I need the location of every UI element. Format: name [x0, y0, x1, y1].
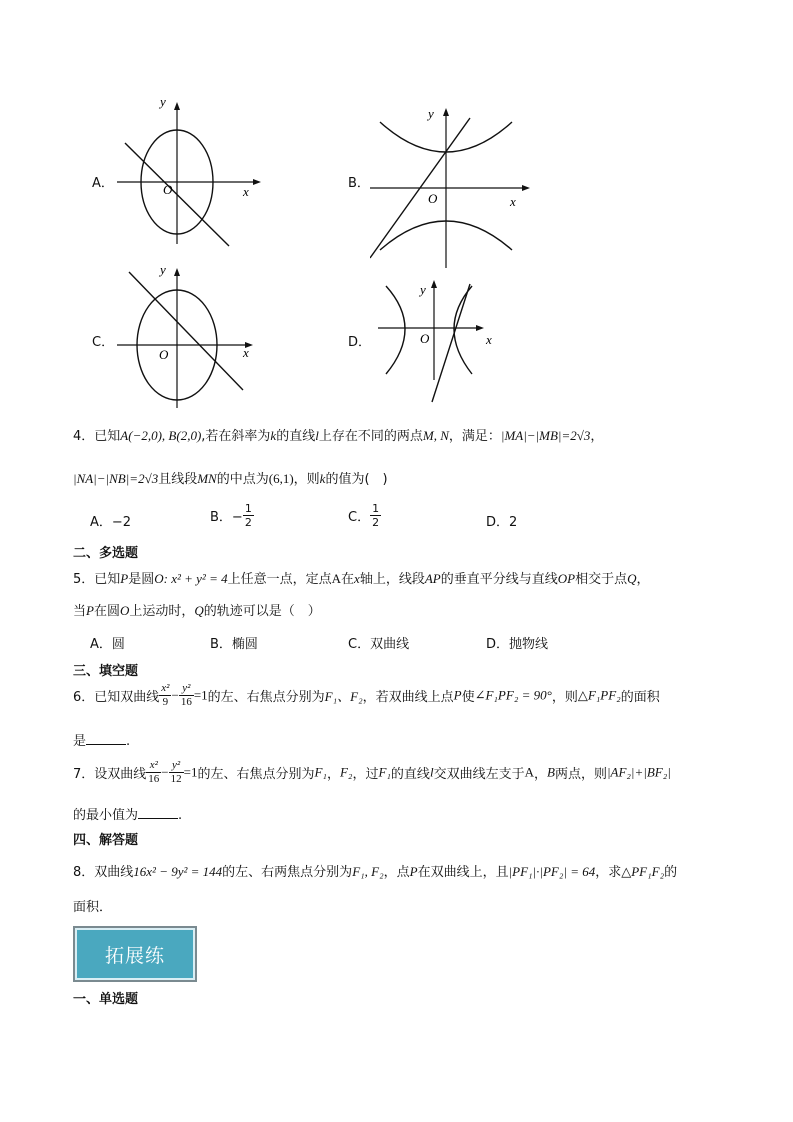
section-single-choice: 一、单选题	[73, 992, 139, 1007]
question-4-line-1: 4．已知A(−2,0), B(2,0),若在斜率为k的直线l上存在不同的两点M, N，满足：|MA|−|MB|=2√3，	[73, 428, 604, 444]
answer-blank-6[interactable]	[86, 732, 126, 745]
svg-text:y: y	[160, 262, 166, 277]
question-8-line-2: 面积．	[73, 900, 113, 915]
section-solution: 四、解答题	[73, 833, 139, 848]
graph-a-ellipse-line	[115, 98, 265, 248]
svg-text:y: y	[420, 282, 426, 297]
svg-text:x: x	[510, 194, 516, 209]
section-multiple-choice: 二、多选题	[73, 546, 139, 561]
answer-blank-7[interactable]	[138, 806, 178, 819]
extension-practice-badge: 拓展练	[73, 926, 197, 982]
q4-option-a[interactable]: A．−2	[90, 515, 132, 530]
question-4-line-2: |NA|−|NB|=2√3且线段MN的中点为(6,1)，则k的值为( )	[73, 471, 388, 487]
svg-text:O: O	[159, 347, 169, 362]
graph-d-hyperbola-line	[374, 276, 504, 406]
option-d-label: D．	[348, 335, 372, 350]
q5-option-a[interactable]: A．圆	[90, 637, 125, 652]
graph-c-ellipse-line	[115, 262, 265, 412]
svg-text:x: x	[243, 345, 249, 360]
origin-label: O	[163, 182, 173, 197]
svg-text:x: x	[486, 332, 492, 347]
svg-text:O: O	[428, 191, 438, 206]
q5-option-c[interactable]: C．双曲线	[348, 637, 410, 652]
q4-option-c[interactable]: C． $\frac{1}{2}$	[348, 502, 380, 529]
graph-b-hyperbola-line	[370, 100, 535, 270]
option-b-label: B．	[348, 176, 370, 191]
q4-option-d[interactable]: D．2	[486, 515, 518, 530]
axis-x-label: x	[243, 184, 249, 199]
svg-text:O: O	[420, 331, 430, 346]
question-6-line-2: 是 .	[73, 734, 131, 749]
question-7-line-1: 7．设双曲线 $\frac{\text{x²}}{16}$ − $\frac{\text{y²}}{12}$ =1的左、右焦点分别为F₁，F₂，过F₁的直线l交双曲线左支于A，B两点，则|AF₂|+|BF₂|	[73, 759, 671, 785]
question-6-line-1: 6．已知双曲线 $\frac{\text{x²}}{9}$ − $\frac{\text{y²}}{16}$ =1的左、右焦点分别为F₁、F₂，若双曲线上点P使∠F₁PF₂ = 90°，则△F₁PF₂的面积	[73, 682, 660, 708]
option-a-label: A．	[92, 176, 114, 191]
question-8-line-1: 8．双曲线16x² − 9y² = 144的左、右两焦点分别为F₁, F₂，点P在双曲线上，且|PF₁|·|PF₂| = 64，求△PF₁F₂的	[73, 864, 678, 880]
section-fill-in: 三、填空题	[73, 664, 139, 679]
question-7-line-2: 的最小值为 .	[73, 808, 183, 823]
q5-option-d[interactable]: D．抛物线	[486, 637, 549, 652]
question-5-line-2: 当P在圆O上运动时，Q的轨迹可以是（ ）	[73, 603, 321, 619]
axis-y-label: y	[160, 98, 166, 109]
q5-option-b[interactable]: B．椭圆	[210, 637, 258, 652]
option-c-label: C．	[92, 335, 115, 350]
q4-option-b[interactable]: B．− $\frac{1}{2}$	[210, 502, 252, 529]
svg-text:y: y	[428, 106, 434, 121]
question-5-line-1: 5．已知P是圆O: x² + y² = 4上任意一点，定点A在x轴上，线段AP的垂直平分线与直线OP相交于点Q，	[73, 571, 650, 587]
